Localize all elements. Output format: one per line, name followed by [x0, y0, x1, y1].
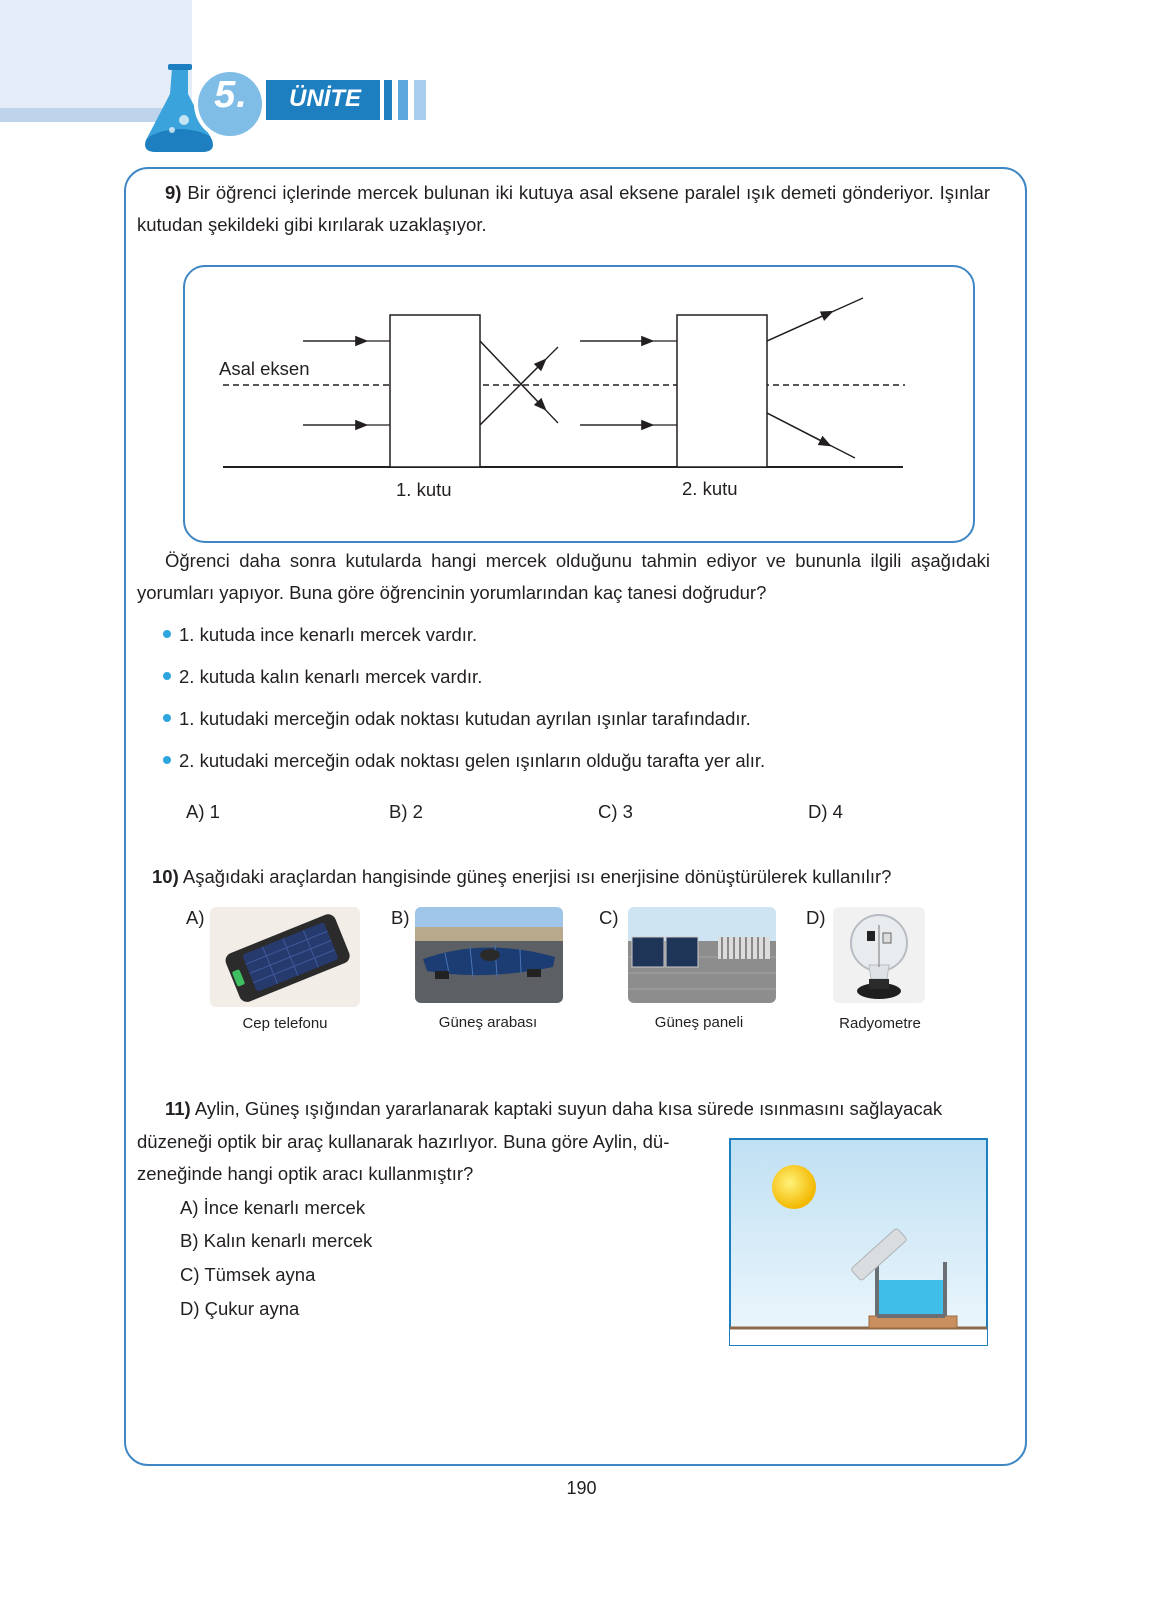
question-10-text [152, 861, 992, 893]
statement-4-text: 2. kutudaki merceğin odak noktası gelen ışınların olduğu tarafta yer alır. [179, 750, 766, 771]
lens-box-diagram [183, 265, 975, 543]
box-2-label: 2. kutu [682, 478, 738, 499]
statement-2 [163, 665, 482, 689]
q10-caption-a: Cep telefonu [242, 1015, 328, 1032]
unit-label: ÜNİTE [289, 85, 361, 112]
bullet-icon [163, 672, 171, 680]
page-number: 190 [566, 1478, 597, 1498]
box-1 [390, 315, 480, 467]
statement-4 [163, 749, 765, 773]
solar-panel-image [628, 907, 776, 1003]
question-9-followup: Öğrenci daha sonra kutularda hangi mercek olduğunu tahmin ediyor ve bununla ilgili aşağıdaki yorumları yapıyor. Buna göre öğrencinin yorumlarından kaç tanesi doğrudur? [137, 550, 990, 603]
phone-image [210, 907, 360, 1007]
q9-option-a[interactable]: A) 1 [186, 801, 220, 822]
q11-option-d[interactable]: D) Çukur ayna [180, 1298, 300, 1319]
radiometer-image [833, 907, 925, 1003]
sun-water-illustration [729, 1138, 988, 1346]
question-9-number: 9) [165, 182, 182, 203]
statement-1 [163, 623, 477, 647]
box-2 [677, 315, 767, 467]
q11-option-c[interactable]: C) Tümsek ayna [180, 1264, 316, 1285]
question-9-text [137, 177, 990, 241]
q10-caption-c: Güneş paneli [654, 1014, 744, 1031]
unit-number: 5. [214, 74, 248, 116]
ray-diagram [183, 265, 975, 543]
bullet-icon [163, 630, 171, 638]
statement-3 [163, 707, 751, 731]
question-11-number: 11) [165, 1098, 191, 1119]
q10-option-b-letter[interactable]: B) [391, 907, 410, 928]
question-11-line-1-text: Aylin, Güneş ışığından yararlanarak kaptaki suyun daha kısa sürede ısınmasını sağlayacak [194, 1098, 943, 1119]
box-1-label: 1. kutu [396, 479, 452, 500]
q10-option-d-letter[interactable]: D) [806, 907, 826, 928]
q9-option-d[interactable]: D) 4 [808, 801, 843, 822]
bullet-icon [163, 714, 171, 722]
question-9-body: Bir öğrenci içlerinde mercek bulunan iki kutuya asal eksene paralel ışık demeti gönderiyor. Işınlar kutudan şekildeki gibi kırılarak uzaklaşıyor. [137, 182, 990, 235]
question-11-line-2: düzeneği optik bir araç kullanarak hazırlıyor. Buna göre Aylin, dü- [137, 1131, 670, 1152]
question-10-number: 10) [152, 866, 179, 887]
q10-option-c-letter[interactable]: C) [599, 907, 619, 928]
question-10-body: Aşağıdaki araçlardan hangisinde güneş enerjisi ısı enerjisine dönüştürülerek kullanılır? [182, 866, 892, 887]
q10-caption-d: Radyometre [839, 1015, 921, 1032]
question-11-line-1 [137, 1093, 990, 1125]
q9-option-c[interactable]: C) 3 [598, 801, 633, 822]
q11-option-a[interactable]: A) İnce kenarlı mercek [180, 1197, 366, 1218]
bullet-icon [163, 756, 171, 764]
unit-badge [140, 60, 460, 160]
q10-option-a-letter[interactable]: A) [186, 907, 205, 928]
solar-car-image [415, 907, 563, 1003]
q11-option-b[interactable]: B) Kalın kenarlı mercek [180, 1230, 373, 1251]
statement-1-text: 1. kutuda ince kenarlı mercek vardır. [179, 624, 478, 645]
statement-2-text: 2. kutuda kalın kenarlı mercek vardır. [179, 666, 483, 687]
sun-icon [772, 1165, 816, 1209]
axis-label: Asal eksen [219, 358, 310, 379]
question-11-line-3: zeneğinde hangi optik aracı kullanmıştır? [137, 1163, 474, 1184]
statement-3-text: 1. kutudaki merceğin odak noktası kutudan ayrılan ışınlar tarafındadır. [179, 708, 751, 729]
q9-option-b[interactable]: B) 2 [389, 801, 423, 822]
q10-caption-b: Güneş arabası [438, 1014, 538, 1031]
